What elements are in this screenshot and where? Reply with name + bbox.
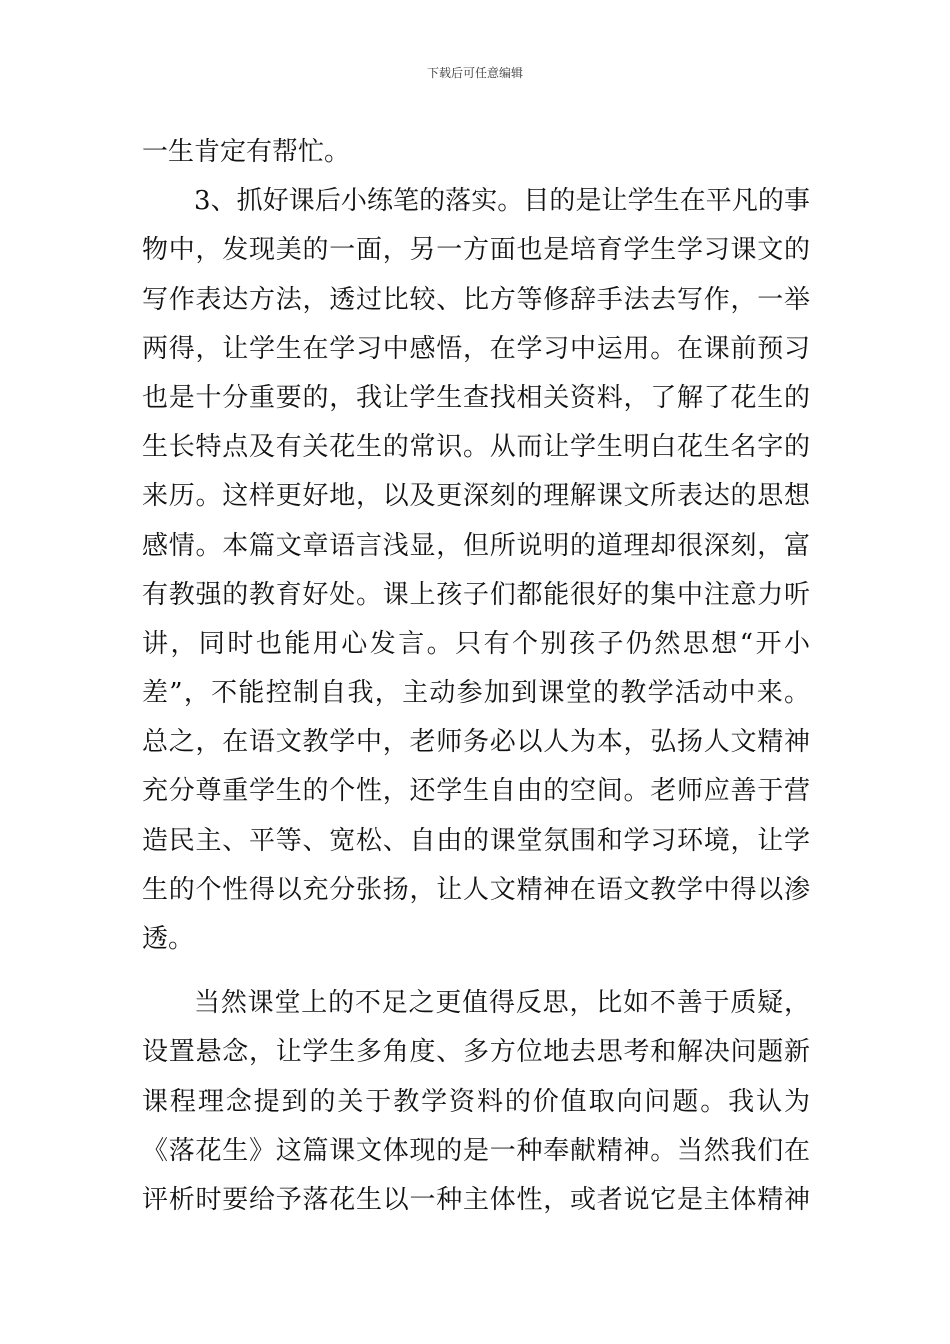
- text-line: 评析时要给予落花生以一种主体性，或者说它是主体精神: [142, 1184, 810, 1215]
- text-line: 来历。这样更好地，以及更深刻的理解课文所表达的思想: [142, 481, 810, 512]
- text-line: 生的个性得以充分张扬，让人文精神在语文教学中得以渗: [142, 874, 810, 905]
- text-line: 《落花生》这篇课文体现的是一种奉献精神。当然我们在: [142, 1135, 810, 1166]
- text-line: 设置悬念，让学生多角度、多方位地去思考和解决问题新: [142, 1037, 810, 1068]
- text-line: 课程理念提到的关于教学资料的价值取向问题。我认为: [142, 1086, 810, 1117]
- paragraph-first-line: 3、抓好课后小练笔的落实。目的是让学生在平凡的事: [194, 186, 810, 217]
- text-line: 感情。本篇文章语言浅显，但所说明的道理却很深刻，富: [142, 530, 810, 561]
- text-line: 两得，让学生在学习中感悟，在学习中运用。在课前预习: [142, 333, 810, 364]
- text-line: 写作表达方法，透过比较、比方等修辞手法去写作，一举: [142, 284, 810, 315]
- paragraph-first-line: 当然课堂上的不足之更值得反思，比如不善于质疑，: [194, 988, 810, 1019]
- paragraph-gap: [142, 964, 810, 979]
- text-line: 也是十分重要的，我让学生查找相关资料，了解了花生的: [142, 382, 810, 413]
- document-body: [142, 128, 810, 1225]
- text-line: 生长特点及有关花生的常识。从而让学生明白花生名字的: [142, 432, 810, 463]
- text-line: 造民主、平等、宽松、自由的课堂氛围和学习环境，让学: [142, 825, 810, 856]
- text-line: 讲，同时也能用心发言。只有个别孩子仍然思想“开小: [142, 628, 810, 659]
- page-header: 下载后可任意编辑: [426, 66, 523, 80]
- text-line: 物中，发现美的一面，另一方面也是培育学生学习课文的: [142, 235, 810, 266]
- text-line: 有教强的教育好处。课上孩子们都能很好的集中注意力听: [142, 579, 810, 610]
- text-line: 一生肯定有帮忙。: [142, 137, 351, 167]
- text-line: 充分尊重学生的个性，还学生自由的空间。老师应善于营: [142, 776, 810, 807]
- text-line: 总之，在语文教学中，老师务必以人为本，弘扬人文精神: [142, 727, 810, 758]
- text-line: 差”，不能控制自我，主动参加到课堂的教学活动中来。: [142, 678, 810, 709]
- text-line: 透。: [142, 924, 195, 954]
